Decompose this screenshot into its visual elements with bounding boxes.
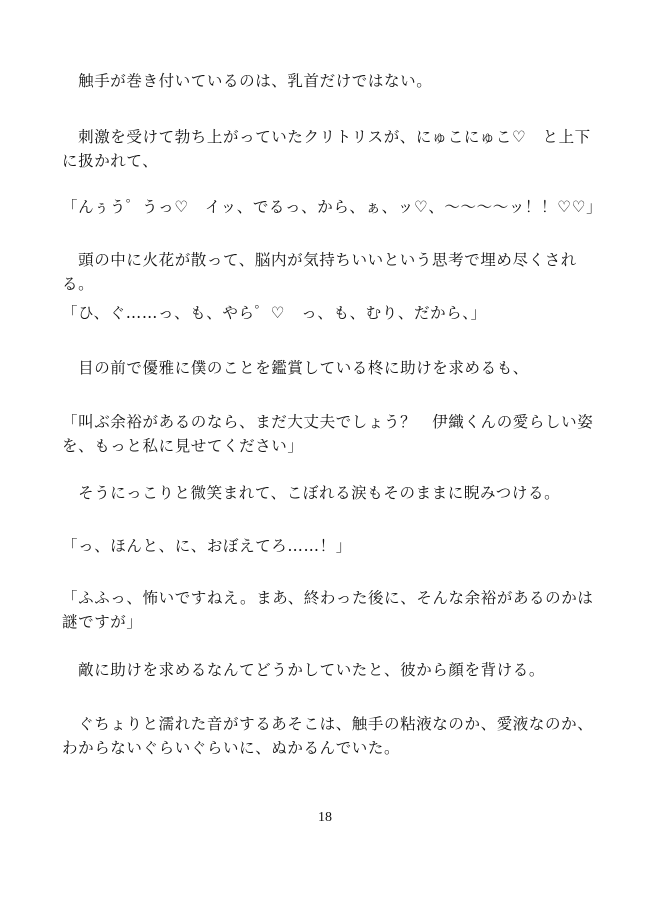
paragraph-8: そうにっこりと微笑まれて、こぼれる涙もそのままに睨みつける。 [62, 484, 561, 502]
paragraph-2: 刺激を受けて勃ち上がっていたクリトリスが、にゅこにゅこ♡ と上下に扱かれて、 [62, 128, 591, 170]
paragraph-3-dialogue: 「んぅう゜うっ♡ イッ、でるっ、から、ぁ、ッ♡、〜〜〜〜ッ！！♡♡」 [62, 198, 603, 216]
paragraph-5-dialogue: 「ひ、ぐ……っ、も、やら゜♡ っ、も、むり、だから、」 [62, 304, 487, 322]
paragraph-7-dialogue: 「叫ぶ余裕があるのなら、まだ大丈夫でしょう？ 伊織くんの愛らしい姿を、もっと私に見せてください」 [62, 413, 594, 455]
paragraph-12: ぐちょりと濡れた音がするあそこは、触手の粘液なのか、愛液なのか、わからないぐらいぐらいに、ぬかるんでいた。 [62, 715, 594, 757]
paragraph-9-dialogue: 「っ、ほんと、に、おぼえてろ……！」 [62, 537, 352, 555]
page-number: 18 [318, 810, 332, 825]
paragraph-1: 触手が巻き付いているのは、乳首だけではない。 [62, 72, 433, 90]
paragraph-11: 敵に助けを求めるなんてどうかしていたと、彼から顔を背ける。 [62, 661, 546, 679]
paragraph-10-dialogue: 「ふふっ、怖いですねえ。まあ、終わった後に、そんな余裕があるのかは謎ですが」 [62, 589, 594, 631]
paragraph-6: 目の前で優雅に僕のことを鑑賞している柊に助けを求めるも、 [62, 359, 529, 377]
paragraph-4: 頭の中に火花が散って、脳内が気持ちいいという思考で埋め尽くされる。 [62, 251, 577, 293]
